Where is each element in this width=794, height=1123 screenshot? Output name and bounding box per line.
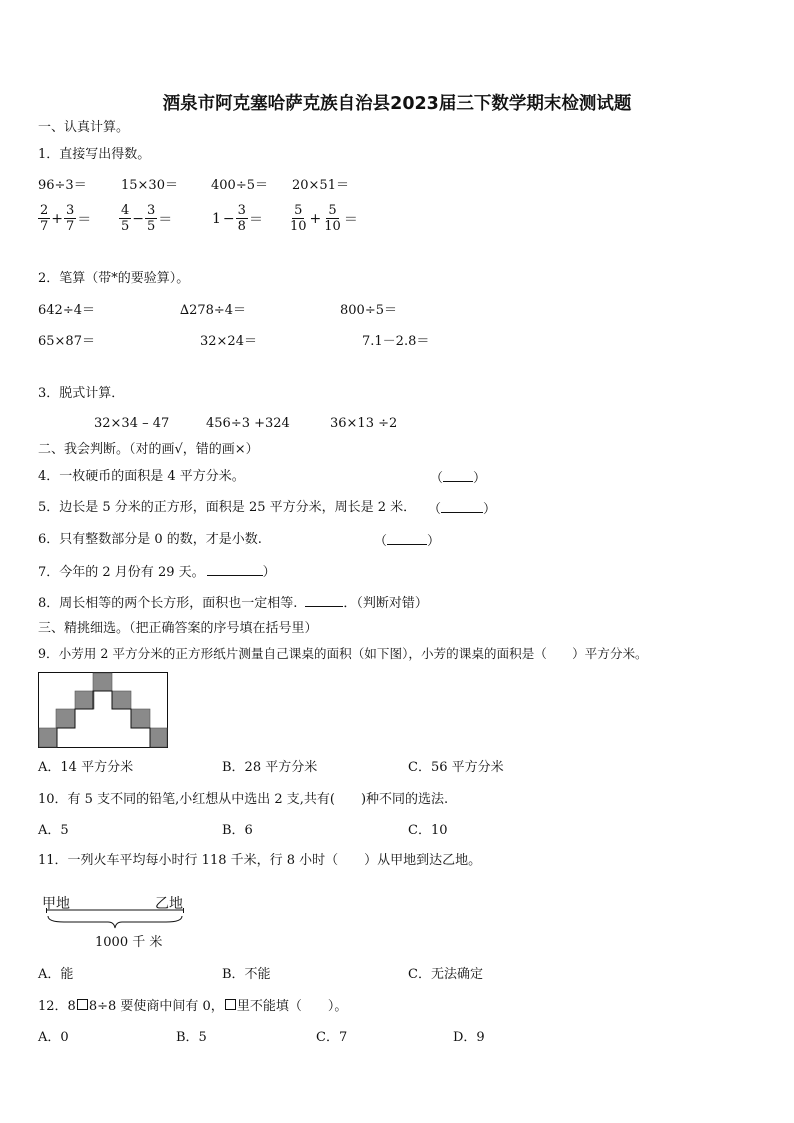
judge-question: 7．今年的 2 月份有 29 天。 ） [38,565,276,580]
answer-bracket[interactable]: （ ） [428,502,497,517]
calc-item: ∆278÷4＝ [180,303,247,318]
section-heading-3: 三、精挑细选。（把正确答案的序号填在括号里） [38,621,318,636]
answer-bracket[interactable]: （ ） [430,471,487,486]
judge-question: 8．周长相等的两个长方形，面积也一定相等. ．（判断对错） [38,596,428,611]
option[interactable]: A．0 [38,1030,69,1045]
answer-blank[interactable] [305,594,343,607]
diagram-distance: 1000 千 米 [95,935,163,950]
desk-diagram [38,672,169,749]
fraction: $\frac{5}{10}$ [290,203,307,234]
page-title: 酒泉市阿克塞哈萨克族自治县2023届三下数学期末检测试题 [162,94,632,114]
question-9: 9．小芳用 2 平方分米的正方形纸片测量自己课桌的面积（如下图），小芳的课桌的面积是（ ）平方分米。 [38,646,648,661]
option[interactable]: B．6 [222,823,253,838]
answer-bracket[interactable]: （ ） [374,534,441,549]
option[interactable]: A．能 [38,967,74,982]
option[interactable]: B．28 平方分米 [222,760,318,775]
option[interactable]: B．不能 [222,967,271,982]
diagram-label-start: 甲地 [42,896,70,912]
option[interactable]: C．7 [316,1030,348,1045]
calc-item: 32×24＝ [200,334,257,349]
tile [75,691,94,709]
question-11: 11．一列火车平均每小时行 118 千米，行 8 小时（ ）从甲地到达乙地。 [38,853,482,868]
question-1-label: 1．直接写出得数。 [38,147,151,162]
calc-item: 456÷3 +324 [206,416,290,431]
fraction-expression: 1 − $\frac{3}{8}$ ＝ [212,203,263,234]
calc-item: 32×34 – 47 [94,416,170,431]
calc-item: 800÷5＝ [340,303,397,318]
judge-question: 4．一枚硬币的面积是 4 平方分米。 [38,469,245,484]
brace [48,916,182,928]
calc-item: 15×30＝ [121,178,178,193]
option[interactable]: A．5 [38,823,69,838]
section-heading-1: 一、认真计算。 [38,120,130,135]
calc-item: 400÷5＝ [211,178,268,193]
tile [39,728,57,747]
tile [93,673,112,691]
section-heading-2: 二、我会判断。（对的画√，错的画×） [38,442,259,457]
tile [131,709,150,728]
fraction-expression: $\frac{2}{7}$ + $\frac{3}{7}$ ＝ [40,203,92,234]
fraction: $\frac{3}{8}$ [237,203,246,234]
option[interactable]: D．9 [453,1030,485,1045]
fraction: $\frac{3}{7}$ [66,203,75,234]
option[interactable]: C．56 平方分米 [408,760,504,775]
distance-diagram [46,908,186,932]
calc-item: 96÷3＝ [38,178,87,193]
judge-question: 5．边长是 5 分米的正方形，面积是 25 平方分米，周长是 2 米． [38,500,417,515]
diagram-label-end: 乙地 [155,896,183,912]
question-2-label: 2．笔算（带*的要验算）。 [38,271,190,286]
question-12: 12．8 8÷8 要使商中间有 0， 里不能填（ ）。 [38,999,348,1014]
calc-item: 20×51＝ [292,178,349,193]
option[interactable]: A．14 平方分米 [38,760,134,775]
option[interactable]: B．5 [176,1030,207,1045]
judge-question: 6．只有整数部分是 0 的数，才是小数. [38,532,262,547]
fraction: $\frac{2}{7}$ [40,203,49,234]
calc-item: 65×87＝ [38,334,95,349]
option[interactable]: C．10 [408,823,448,838]
fraction: $\frac{3}{5}$ [147,203,156,234]
fraction: $\frac{4}{5}$ [121,203,130,234]
fraction-expression: $\frac{4}{5}$ − $\frac{3}{5}$ ＝ [121,203,173,234]
question-10: 10．有 5 支不同的铅笔,小红想从中选出 2 支,共有( )种不同的选法. [38,792,449,807]
fraction-expression: $\frac{5}{10}$ + $\frac{5}{10}$ ＝ [290,203,358,234]
question-3-label: 3．脱式计算． [38,386,125,401]
blank-box-icon [77,999,88,1010]
tile [150,728,167,747]
calc-item: 36×13 ÷2 [330,416,398,431]
option[interactable]: C．无法确定 [408,967,483,982]
tile [56,709,75,728]
tile [112,691,131,709]
calc-item: 7.1－2.8＝ [362,334,430,349]
blank-box-icon [225,999,236,1010]
fraction: $\frac{5}{10}$ [324,203,341,234]
calc-item: 642÷4＝ [38,303,95,318]
